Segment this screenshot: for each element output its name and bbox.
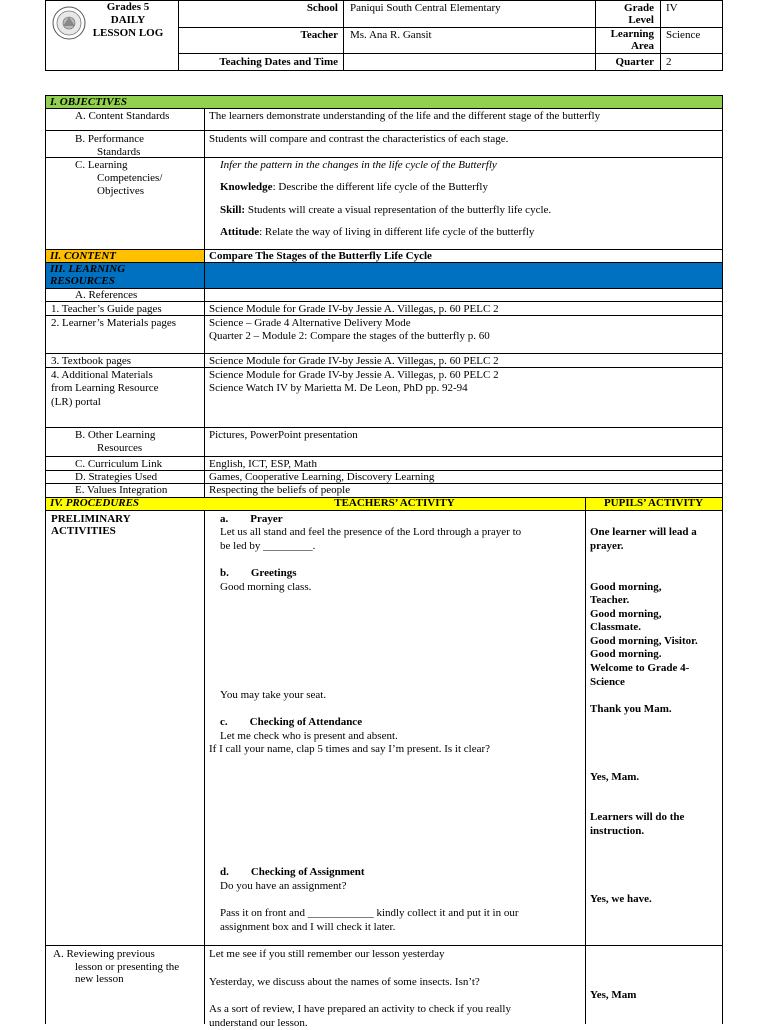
pupil-greet-2: Teacher. — [590, 594, 630, 606]
competencies-label-3: Objectives — [97, 185, 145, 197]
area-label-1: Learning — [610, 28, 654, 40]
pupil-instr-2: instruction. — [590, 825, 645, 837]
teacher-label: Teacher — [300, 29, 338, 41]
lm-label: 2. Learner’s Materials pages — [51, 317, 177, 329]
add-label-3: (LR) portal — [51, 396, 101, 408]
dates-label: Teaching Dates and Time — [219, 56, 338, 68]
add-value-2: Science Watch IV by Marietta M. De Leon, PhD pp. 92-94 — [209, 382, 468, 394]
review-label-3: new lesson — [75, 973, 124, 985]
deped-seal-logo — [52, 6, 86, 40]
teacher-value: Ms. Ana R. Gansit — [350, 29, 432, 41]
other-label-1: B. Other Learning — [75, 429, 156, 441]
attendance-text-2: If I call your name, clap 5 times and say I’m present. Is it clear? — [209, 743, 490, 755]
attendance-title: c. Checking of Attendance — [220, 716, 363, 728]
tb-label: 3. Textbook pages — [51, 355, 131, 367]
pupil-review: Yes, Mam — [590, 989, 637, 1001]
competency-main: Infer the pattern in the changes in the life cycle of the Butterfly — [220, 159, 497, 171]
form-title-1: Grades 5 — [106, 1, 150, 13]
content-value: Compare The Stages of the Butterfly Life Cycle — [209, 250, 432, 262]
values-label: E. Values Integration — [75, 484, 168, 496]
knowledge-text: : Describe the different life cycle of the Butterfly — [272, 181, 488, 193]
knowledge-label: Knowledge — [220, 181, 273, 193]
attitude-text: : Relate the way of living in different life cycle of the butterfly — [259, 226, 535, 238]
prayer-text-1: Let us all stand and feel the presence of the Lord through a prayer to — [220, 526, 522, 538]
content-standards-label: A. Content Standards — [75, 110, 170, 122]
procedures-heading: IV. PROCEDURES — [50, 497, 140, 509]
greetings-text: Good morning class. — [220, 581, 312, 593]
tg-label: 1. Teacher’s Guide pages — [51, 303, 162, 315]
assignment-text-3: assignment box and I will check it later. — [220, 921, 396, 933]
prayer-title: a. Prayer — [220, 513, 283, 525]
review-label-2: lesson or presenting the — [75, 961, 180, 973]
tg-value: Science Module for Grade IV-by Jessie A. Villegas, p. 60 PELC 2 — [209, 303, 499, 315]
add-value-1: Science Module for Grade IV-by Jessie A. Villegas, p. 60 PELC 2 — [209, 369, 499, 381]
other-value: Pictures, PowerPoint presentation — [209, 429, 358, 441]
assignment-title: d. Checking of Assignment — [220, 866, 365, 878]
add-label-2: from Learning Resource — [51, 382, 159, 394]
review-text-3: As a sort of review, I have prepared an activity to check if you really — [209, 1003, 511, 1015]
pupils-activity-heading: PUPILS’ ACTIVITY — [603, 497, 704, 509]
knowledge-objective — [220, 181, 488, 194]
content-heading: II. CONTENT — [50, 250, 117, 262]
pupil-greet-5: Good morning, Visitor. — [590, 635, 698, 647]
pupil-greet-1: Good morning, — [590, 581, 662, 593]
pupil-thanks: Thank you Mam. — [590, 703, 672, 715]
review-text-2: Yesterday, we discuss about the names of some insects. Isn’t? — [209, 976, 480, 988]
performance-label-1: B. Performance — [75, 133, 145, 145]
form-title-3: LESSON LOG — [92, 27, 164, 39]
curriculum-value: English, ICT, ESP, Math — [209, 458, 317, 470]
pupil-greet-4: Classmate. — [590, 621, 642, 633]
attitude-objective — [220, 226, 534, 239]
resources-heading-1: III. LEARNING — [50, 263, 126, 275]
competencies-label-1: C. Learning — [75, 159, 128, 171]
performance-label-2: Standards — [97, 146, 141, 158]
pupil-instr-1: Learners will do the — [590, 811, 685, 823]
attitude-label: Attitude — [220, 226, 260, 238]
greetings-title: b. Greetings — [220, 567, 297, 579]
pupil-prayer-1: One learner will lead a — [590, 526, 697, 538]
competencies-label-2: Competencies/ — [97, 172, 163, 184]
curriculum-label: C. Curriculum Link — [75, 458, 163, 470]
other-label-2: Resources — [97, 442, 143, 454]
lm-value-2: Quarter 2 – Module 2: Compare the stages of the butterfly p. 60 — [209, 330, 490, 342]
prelim-label-1: PRELIMINARY — [51, 513, 131, 525]
strategies-value: Games, Cooperative Learning, Discovery Learning — [209, 471, 435, 483]
skill-label: Skill: — [220, 204, 246, 216]
area-label-2: Area — [630, 40, 654, 52]
school-value: Paniqui South Central Elementary — [350, 2, 501, 14]
assignment-text-1: Do you have an assignment? — [220, 880, 347, 892]
tb-value: Science Module for Grade IV-by Jessie A. Villegas, p. 60 PELC 2 — [209, 355, 499, 367]
teachers-activity-heading: TEACHERS’ ACTIVITY — [334, 497, 455, 509]
attendance-text-1: Let me check who is present and absent. — [220, 730, 398, 742]
skill-objective — [220, 204, 551, 217]
performance-value: Students will compare and contrast the characteristics of each stage. — [209, 133, 509, 145]
references-label: A. References — [75, 289, 138, 301]
strategies-label: D. Strategies Used — [75, 471, 158, 483]
pupil-yes: Yes, Mam. — [590, 771, 640, 783]
seat-text: You may take your seat. — [220, 689, 327, 701]
review-label-1: A. Reviewing previous — [53, 948, 155, 960]
lm-value-1: Science – Grade 4 Alternative Delivery Mode — [209, 317, 411, 329]
form-title-2: DAILY — [110, 14, 146, 26]
content-standards-value: The learners demonstrate understanding of the life and the different stage of the butterfly — [209, 110, 601, 122]
assignment-text-2: Pass it on front and ____________ kindly collect it and put it in our — [220, 907, 519, 919]
grade-value: IV — [666, 2, 678, 14]
pupil-have: Yes, we have. — [590, 893, 652, 905]
pupil-greet-7: Welcome to Grade 4- — [590, 662, 690, 674]
quarter-value: 2 — [666, 56, 672, 68]
review-text-1: Let me see if you still remember our lesson yesterday — [209, 948, 445, 960]
objectives-bar — [45, 95, 722, 108]
pupil-greet-6: Good morning. — [590, 648, 662, 660]
review-text-4: understand our lesson. — [209, 1017, 308, 1029]
prelim-label-2: ACTIVITIES — [51, 525, 116, 537]
pupil-greet-8: Science — [590, 676, 625, 688]
pupil-prayer-2: prayer. — [590, 540, 624, 552]
quarter-label: Quarter — [615, 56, 654, 68]
school-label: School — [306, 2, 338, 14]
prayer-text-2: be led by _________. — [220, 540, 316, 552]
pupil-greet-3: Good morning, — [590, 608, 662, 620]
skill-text: Students will create a visual representation of the butterfly life cycle. — [245, 204, 552, 216]
values-value: Respecting the beliefs of people — [209, 484, 351, 496]
resources-heading-2: RESOURCES — [50, 275, 115, 287]
add-label-1: 4. Additional Materials — [51, 369, 153, 381]
area-value: Science — [666, 29, 701, 41]
grade-label-2: Level — [628, 14, 654, 26]
objectives-heading: I. OBJECTIVES — [50, 96, 128, 108]
resources-bar-right — [204, 262, 722, 288]
grade-label-1: Grade — [624, 2, 654, 14]
